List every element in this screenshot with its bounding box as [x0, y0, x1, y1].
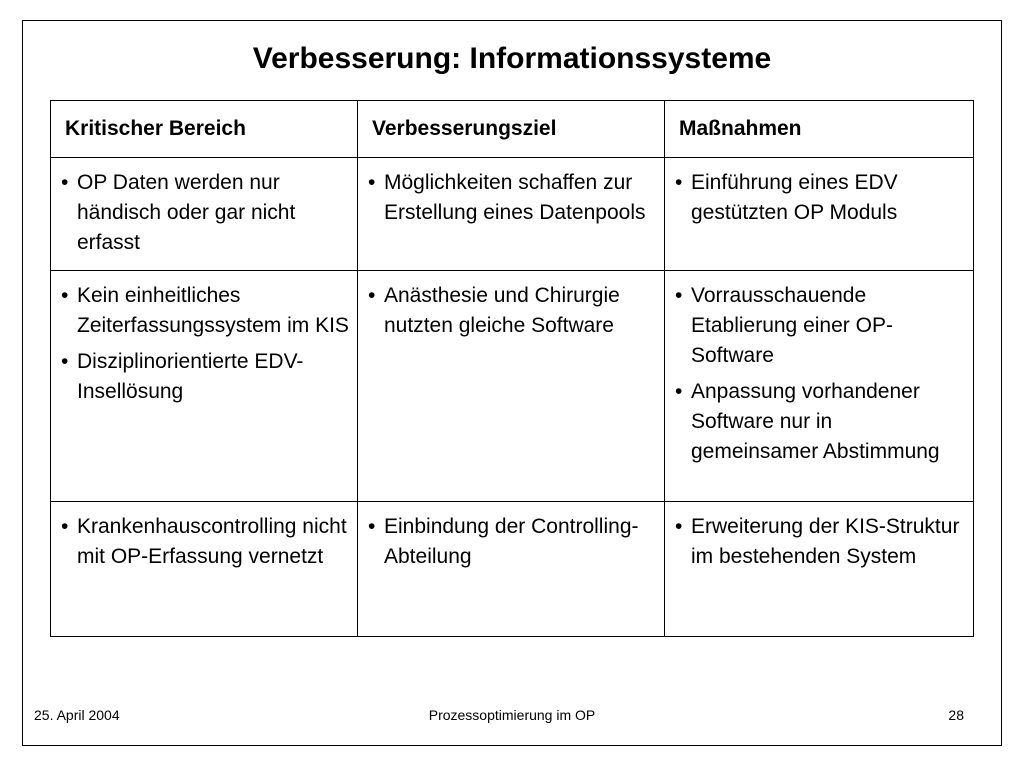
table-cell	[358, 271, 665, 502]
column-header-measures: Maßnahmen	[665, 101, 974, 158]
table-cell	[665, 271, 974, 502]
table-cell	[358, 158, 665, 271]
table-cell	[51, 502, 358, 637]
bullet-item: • Disziplinorientierte EDV-Insellösung	[61, 347, 349, 407]
table-cell	[51, 271, 358, 502]
table-row	[51, 158, 974, 271]
bullet-item: • OP Daten werden nur händisch oder gar nicht erfasst	[61, 168, 349, 258]
table-cell	[665, 502, 974, 637]
table-cell	[665, 158, 974, 271]
column-header-improvement-goal: Verbesserungsziel	[358, 101, 665, 158]
footer-title: Prozessoptimierung im OP	[428, 707, 596, 723]
bullet-item: • Einbindung der Controlling-Abteilung	[368, 512, 656, 572]
footer-page-number: 28	[948, 707, 964, 723]
table-row	[51, 502, 974, 637]
footer-date: 25. April 2004	[34, 707, 120, 723]
slide-title: Verbesserung: Informationssysteme	[252, 42, 772, 75]
column-header-critical-area: Kritischer Bereich	[51, 101, 358, 158]
table-cell	[51, 158, 358, 271]
bullet-item: • Anästhesie und Chirurgie nutzten gleiche Software	[368, 281, 656, 341]
bullet-item: • Einführung eines EDV gestützten OP Moduls	[675, 168, 965, 228]
table-header-row	[51, 101, 974, 158]
bullet-item: • Krankenhauscontrolling nicht mit OP-Erfassung vernetzt	[61, 512, 349, 572]
bullet-item: • Vorrausschauende Etablierung einer OP-Software	[675, 281, 965, 371]
bullet-item: • Möglichkeiten schaffen zur Erstellung eines Datenpools	[368, 168, 656, 228]
bullet-item: • Anpassung vorhandener Software nur in gemeinsamer Abstimmung	[675, 377, 965, 467]
bullet-item: • Erweiterung der KIS-Struktur im bestehenden System	[675, 512, 965, 572]
table-cell	[358, 502, 665, 637]
bullet-item: • Kein einheitliches Zeiterfassungssystem im KIS	[61, 281, 349, 341]
improvement-table	[50, 100, 974, 637]
table-row	[51, 271, 974, 502]
